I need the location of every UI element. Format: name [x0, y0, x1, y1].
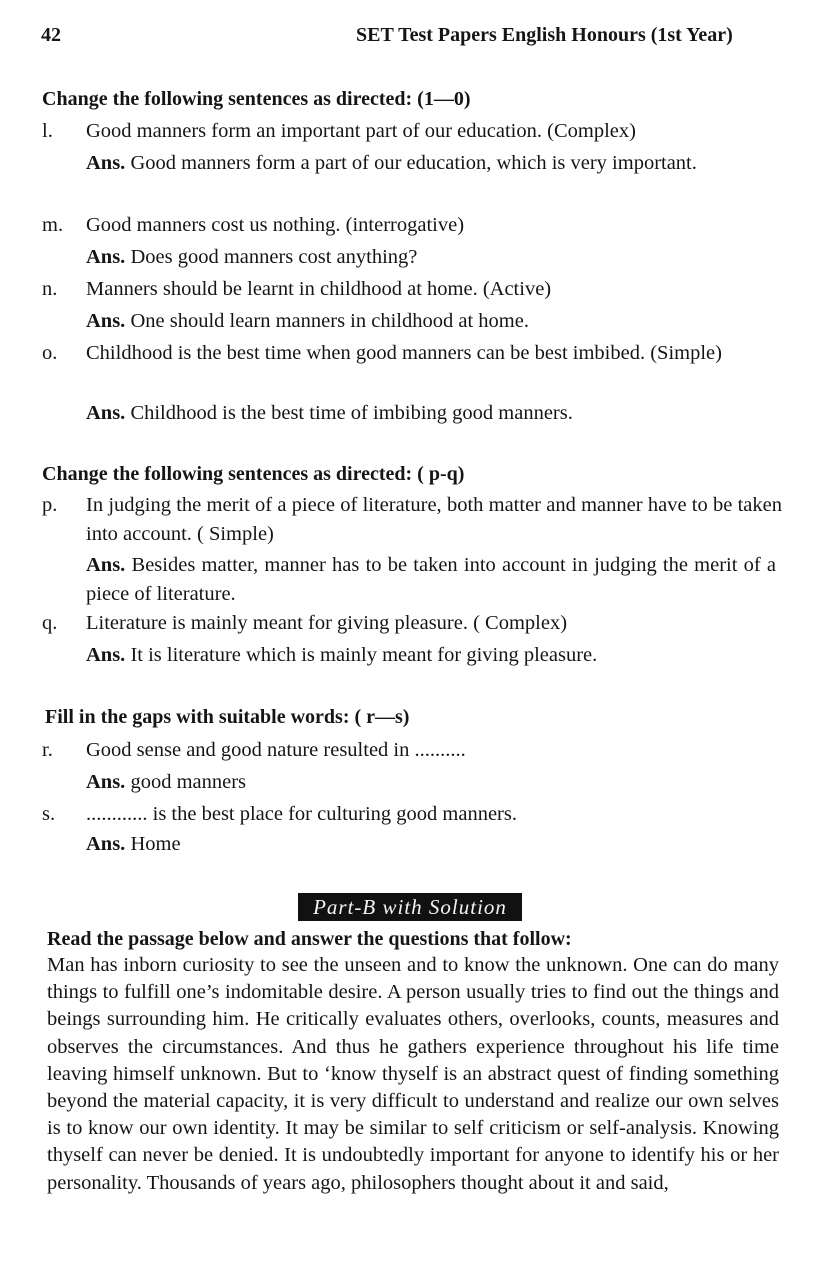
- answer-n: [86, 307, 776, 336]
- question-label: r.: [42, 739, 53, 761]
- question-label: p.: [42, 494, 58, 516]
- question-text: Childhood is the best time when good manners can be best imbibed. (Simple): [86, 342, 722, 364]
- question-label: q.: [42, 612, 58, 634]
- section-heading-3: Fill in the gaps with suitable words: ( r—s): [45, 706, 410, 728]
- question-label: n.: [42, 278, 58, 300]
- running-title: SET Test Papers English Honours (1st Year): [356, 24, 733, 46]
- question-text: In judging the merit of a piece of literature, both matter and manner have to be taken into account. ( Simple): [86, 494, 782, 545]
- answer-text: Home: [130, 833, 181, 855]
- question-r: [42, 736, 782, 765]
- question-text: Literature is mainly meant for giving pleasure. ( Complex): [86, 612, 568, 634]
- answer-text: Does good manners cost anything?: [130, 246, 418, 268]
- answer-l: [86, 149, 776, 178]
- answer-text: Childhood is the best time of imbibing good manners.: [130, 402, 573, 424]
- part-b-banner: Part-B with Solution: [298, 893, 522, 921]
- answer-prefix: Ans.: [86, 246, 126, 268]
- question-text: Good manners form an important part of our education. (Complex): [86, 120, 636, 142]
- question-s: [42, 800, 782, 829]
- answer-p: [86, 551, 776, 609]
- question-l: [42, 117, 782, 146]
- question-m: [42, 211, 782, 240]
- question-label: o.: [42, 342, 58, 364]
- answer-text: good manners: [130, 771, 247, 793]
- answer-prefix: Ans.: [86, 833, 126, 855]
- answer-q: [86, 641, 776, 670]
- section-heading-1: Change the following sentences as directed: (1—0): [42, 88, 471, 110]
- question-text: Good manners cost us nothing. (interrogative): [86, 214, 465, 236]
- question-n: [42, 275, 782, 304]
- page-number: 42: [41, 24, 61, 46]
- answer-text: It is literature which is mainly meant for giving pleasure.: [130, 644, 598, 666]
- question-label: m.: [42, 214, 64, 236]
- answer-prefix: Ans.: [86, 402, 126, 424]
- answer-prefix: Ans.: [86, 152, 126, 174]
- answer-prefix: Ans.: [86, 771, 126, 793]
- answer-r: [86, 768, 776, 797]
- answer-o: [86, 399, 776, 428]
- answer-s: [86, 830, 776, 859]
- answer-text: One should learn manners in childhood at home.: [130, 310, 529, 332]
- answer-text: Good manners form a part of our education, which is very important.: [130, 152, 697, 174]
- question-label: s.: [42, 803, 56, 825]
- section-heading-2: Change the following sentences as directed: ( p-q): [42, 463, 465, 485]
- question-text: Good sense and good nature resulted in ..........: [86, 739, 466, 761]
- answer-prefix: Ans.: [86, 554, 126, 576]
- answer-text: Besides matter, manner has to be taken into account in judging the merit of a piece of literature.: [86, 554, 777, 605]
- question-text: ............ is the best place for culturing good manners.: [86, 803, 517, 825]
- question-text: Manners should be learnt in childhood at home. (Active): [86, 278, 552, 300]
- passage-text: Man has inborn curiosity to see the unseen and to know the unknown. One can do many things to fulfill one’s indomitable desire. A person usually tries to find out the things and beings surrounding him. He critically evaluates others, overlooks, counts, measures and observes the circumstances. And thus he gathers experience throughout his life time leaving himself unknown. But to ‘know thyself is an abstract quest of finding something beyond the material capacity, it is very difficult to understand and realize our own selves is to know our own identity. It may be similar to self criticism or self-analysis. Knowing thyself can never be denied. It is undoubtedly important for anyone to identify his or her personality. Thousands of years ago, philosophers thought about it and said,: [47, 954, 779, 1194]
- answer-prefix: Ans.: [86, 644, 126, 666]
- question-label: l.: [42, 120, 53, 142]
- reading-passage: [47, 952, 779, 1197]
- question-p: [42, 491, 782, 549]
- answer-prefix: Ans.: [86, 310, 126, 332]
- passage-instruction: Read the passage below and answer the questions that follow:: [47, 928, 572, 950]
- question-q: [42, 609, 782, 638]
- question-o: [42, 339, 782, 368]
- answer-m: [86, 243, 776, 272]
